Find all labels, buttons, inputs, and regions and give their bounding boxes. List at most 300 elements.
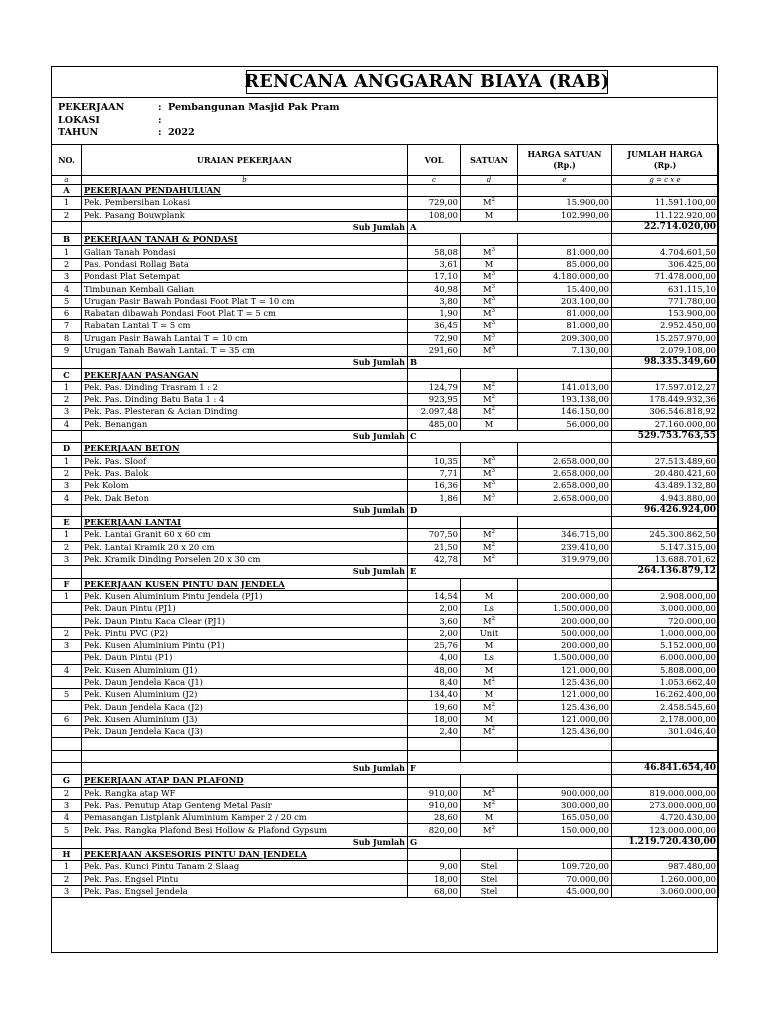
item-volume: 25,76	[408, 639, 461, 651]
item-unit-price: 7.130,00	[518, 344, 612, 356]
item-no: 5	[52, 295, 82, 307]
item-total: 13.688.701,62	[612, 553, 719, 565]
blank-row	[52, 738, 719, 750]
item-description: Pek. Kusen Aluminium Pintu Jendela (PJ1)	[82, 590, 408, 602]
item-description: Pek. Dak Beton	[82, 492, 408, 504]
empty-cell	[612, 517, 719, 529]
subtotal-code: C	[408, 430, 612, 442]
item-total: 123.000.000,00	[612, 824, 719, 836]
section-row	[52, 443, 719, 455]
item-description: Pek. Pas. Engsel Pintu	[82, 873, 408, 885]
table-row	[52, 295, 719, 307]
item-description: Urugan Pasir Bawah Lantai T = 10 cm	[82, 332, 408, 344]
table-row	[52, 664, 719, 676]
item-volume: 108,00	[408, 209, 461, 221]
item-description: Pek. Kusen Aluminium (J2)	[82, 689, 408, 701]
empty-cell	[408, 775, 461, 787]
item-unit-price: 346.715,00	[518, 529, 612, 541]
item-volume: 707,50	[408, 529, 461, 541]
info-label: TAHUN	[58, 127, 99, 139]
section-code: C	[52, 369, 82, 381]
col-letter: e	[518, 176, 612, 185]
item-no: 4	[52, 418, 82, 430]
table-row	[52, 209, 719, 221]
item-volume: 28,60	[408, 812, 461, 824]
table-row	[52, 652, 719, 664]
item-volume: 42,78	[408, 553, 461, 565]
table-row	[52, 406, 719, 418]
table-row	[52, 726, 719, 738]
empty-cell	[461, 234, 518, 246]
item-total: 15.257.970,00	[612, 332, 719, 344]
item-total: 16.262.400,00	[612, 689, 719, 701]
item-unit-price: 2.658.000,00	[518, 455, 612, 467]
table-row	[52, 492, 719, 504]
empty-cell	[518, 369, 612, 381]
item-volume: 10,35	[408, 455, 461, 467]
item-unit-price: 319.979,00	[518, 553, 612, 565]
table-row	[52, 418, 719, 430]
item-unit: Ls	[461, 603, 518, 615]
item-no: 2	[52, 209, 82, 221]
item-unit: $M^2$	[461, 676, 518, 688]
table-row	[52, 529, 719, 541]
item-total: 27.160.000,00	[612, 418, 719, 430]
item-no: 2	[52, 541, 82, 553]
item-volume: 923,95	[408, 394, 461, 406]
subtotal-label: Sub Jumlah	[82, 357, 408, 369]
item-no: 1	[52, 197, 82, 209]
item-unit: $M^2$	[461, 394, 518, 406]
item-unit: $M^2$	[461, 787, 518, 799]
item-total: 987.480,00	[612, 861, 719, 873]
item-volume: 291,60	[408, 344, 461, 356]
empty-cell	[52, 504, 82, 516]
item-description: Pek. Pas. Dinding Batu Bata 1 : 4	[82, 394, 408, 406]
empty-cell	[461, 738, 518, 750]
item-no: 4	[52, 812, 82, 824]
item-unit-price: 1.500.000,00	[518, 603, 612, 615]
empty-cell	[408, 234, 461, 246]
empty-cell	[52, 566, 82, 578]
item-no: 3	[52, 271, 82, 283]
item-volume: 820,00	[408, 824, 461, 836]
item-unit-price: 2.658.000,00	[518, 467, 612, 479]
item-description: Urugan Pasir Bawah Pondasi Foot Plat T = 10 cm	[82, 295, 408, 307]
item-unit: $M^3$	[461, 455, 518, 467]
section-row	[52, 185, 719, 197]
item-total: 43.489.132,80	[612, 480, 719, 492]
table-row	[52, 320, 719, 332]
item-description: Rabatan Lantai T = 5 cm	[82, 320, 408, 332]
item-no: 2	[52, 787, 82, 799]
info-label: LOKASI	[58, 114, 100, 126]
section-title: PEKERJAAN ATAP DAN PLAFOND	[82, 775, 408, 787]
subtotal-code: B	[408, 357, 612, 369]
item-no: 3	[52, 553, 82, 565]
empty-cell	[518, 185, 612, 197]
rab-table	[51, 144, 719, 898]
empty-cell	[612, 234, 719, 246]
section-code: D	[52, 443, 82, 455]
empty-cell	[461, 775, 518, 787]
item-unit: $M^2$	[461, 553, 518, 565]
item-total: 3.060.000,00	[612, 885, 719, 897]
item-volume: 1,90	[408, 307, 461, 319]
item-description: Pek. Pas. Balok	[82, 467, 408, 479]
item-no: 4	[52, 492, 82, 504]
subtotal-row	[52, 357, 719, 369]
info-value: 2022	[168, 127, 195, 139]
empty-cell	[408, 578, 461, 590]
item-unit: $M^2$	[461, 541, 518, 553]
section-code: A	[52, 185, 82, 197]
item-description: Pek. Pintu PVC (P2)	[82, 627, 408, 639]
item-no: 2	[52, 394, 82, 406]
item-volume: 72,90	[408, 332, 461, 344]
empty-cell	[518, 750, 612, 762]
col-header-desc: URAIAN PEKERJAAN	[82, 145, 408, 176]
item-volume: 124,79	[408, 381, 461, 393]
item-unit: $M^2$	[461, 381, 518, 393]
item-description: Pek. Daun Pintu (PJ1)	[82, 603, 408, 615]
item-unit: M	[461, 664, 518, 676]
table-row	[52, 590, 719, 602]
item-unit: Ls	[461, 652, 518, 664]
item-total: 5.147.315,00	[612, 541, 719, 553]
table-row	[52, 271, 719, 283]
item-unit: M	[461, 258, 518, 270]
subtotal-amount: 46.841.654,40	[612, 762, 719, 774]
item-volume: 3,80	[408, 295, 461, 307]
item-no: 1	[52, 529, 82, 541]
section-title: PEKERJAAN KUSEN PINTU DAN JENDELA	[82, 578, 408, 590]
col-header-harga-satuan: HARGA SATUAN (Rp.)	[518, 145, 612, 176]
item-description: Pek. Pas. Plesteran & Acian Dinding	[82, 406, 408, 418]
item-unit: Stel	[461, 861, 518, 873]
item-total: 819.000.000,00	[612, 787, 719, 799]
column-letter-row	[52, 176, 719, 185]
col-letter: g = c x e	[612, 176, 719, 185]
item-total: 5.152.000,00	[612, 639, 719, 651]
table-row	[52, 701, 719, 713]
empty-cell	[52, 357, 82, 369]
empty-cell	[612, 738, 719, 750]
item-unit-price: 209.300,00	[518, 332, 612, 344]
empty-cell	[612, 849, 719, 861]
table-header-row	[52, 145, 719, 176]
item-no: 4	[52, 664, 82, 676]
table-row	[52, 246, 719, 258]
empty-cell	[461, 750, 518, 762]
info-value: Pembangunan Masjid Pak Pram	[168, 102, 340, 113]
item-no	[52, 726, 82, 738]
empty-cell	[82, 750, 408, 762]
subtotal-amount: 264.136.879,12	[612, 566, 719, 578]
item-volume: 36,45	[408, 320, 461, 332]
subtotal-row	[52, 836, 719, 848]
table-row	[52, 812, 719, 824]
item-unit: $M^2$	[461, 799, 518, 811]
table-row	[52, 344, 719, 356]
section-code: G	[52, 775, 82, 787]
table-row	[52, 332, 719, 344]
item-unit: Stel	[461, 885, 518, 897]
item-total: 20.480.421,60	[612, 467, 719, 479]
subtotal-row	[52, 504, 719, 516]
empty-cell	[518, 517, 612, 529]
item-unit: M	[461, 209, 518, 221]
item-unit-price: 45.000,00	[518, 885, 612, 897]
item-unit-price: 81.000,00	[518, 320, 612, 332]
empty-cell	[52, 836, 82, 848]
item-no: 1	[52, 861, 82, 873]
item-total: 4.704.601,50	[612, 246, 719, 258]
table-row	[52, 713, 719, 725]
item-total: 2.908.000,00	[612, 590, 719, 602]
item-volume: 9,00	[408, 861, 461, 873]
item-total: 3.000.000,00	[612, 603, 719, 615]
item-unit-price: 56.000,00	[518, 418, 612, 430]
table-row	[52, 381, 719, 393]
empty-cell	[612, 775, 719, 787]
table-row	[52, 824, 719, 836]
subtotal-row	[52, 430, 719, 442]
item-description: Pek. Daun Jendela Kaca (J1)	[82, 676, 408, 688]
item-unit-price: 193.138,00	[518, 394, 612, 406]
item-unit-price: 102.990,00	[518, 209, 612, 221]
item-volume: 3,61	[408, 258, 461, 270]
item-description: Pek. Pasang Bouwplank	[82, 209, 408, 221]
item-no: 1	[52, 590, 82, 602]
item-unit-price: 4.180.000,00	[518, 271, 612, 283]
section-row	[52, 775, 719, 787]
table-row	[52, 307, 719, 319]
table-row	[52, 639, 719, 651]
item-unit: Stel	[461, 873, 518, 885]
item-description: Timbunan Kembali Galian	[82, 283, 408, 295]
table-row	[52, 553, 719, 565]
empty-cell	[612, 185, 719, 197]
col-header-jumlah-harga: JUMLAH HARGA (Rp.)	[612, 145, 719, 176]
section-title: PEKERJAAN AKSESORIS PINTU DAN JENDELA	[82, 849, 408, 861]
item-unit: $M^3$	[461, 271, 518, 283]
item-description: Pek. Pas. Dinding Trasram 1 : 2	[82, 381, 408, 393]
subtotal-code: F	[408, 762, 612, 774]
item-no: 2	[52, 258, 82, 270]
subtotal-label: Sub Jumlah	[82, 762, 408, 774]
empty-cell	[408, 750, 461, 762]
table-row	[52, 283, 719, 295]
item-no: 2	[52, 627, 82, 639]
item-unit-price: 2.658.000,00	[518, 492, 612, 504]
item-unit: $M^3$	[461, 344, 518, 356]
item-unit: $M^3$	[461, 480, 518, 492]
item-unit-price: 146.150,00	[518, 406, 612, 418]
subtotal-amount: 22.714.020,00	[612, 221, 719, 233]
empty-cell	[518, 738, 612, 750]
item-description: Pek. Kramik Dinding Porselen 20 x 30 cm	[82, 553, 408, 565]
table-row	[52, 676, 719, 688]
subtotal-row	[52, 566, 719, 578]
subtotal-code: G	[408, 836, 612, 848]
item-volume: 16,36	[408, 480, 461, 492]
col-letter: b	[82, 176, 408, 185]
section-code: F	[52, 578, 82, 590]
section-row	[52, 369, 719, 381]
subtotal-amount: 529.753.763,55	[612, 430, 719, 442]
item-unit-price: 165.050,00	[518, 812, 612, 824]
item-no	[52, 701, 82, 713]
item-no: 5	[52, 689, 82, 701]
item-unit: M	[461, 639, 518, 651]
rab-table-body	[52, 185, 719, 898]
empty-cell	[612, 578, 719, 590]
section-code: H	[52, 849, 82, 861]
item-description: Urugan Tanah Bawah Lantai. T = 35 cm	[82, 344, 408, 356]
item-description: Pek Kolom	[82, 480, 408, 492]
empty-cell	[52, 750, 82, 762]
table-row	[52, 197, 719, 209]
item-unit-price: 81.000,00	[518, 246, 612, 258]
item-description: Pek. Pas. Penutup Atap Genteng Metal Pasir	[82, 799, 408, 811]
table-row	[52, 541, 719, 553]
item-description: Pek. Kusen Aluminium Pintu (P1)	[82, 639, 408, 651]
empty-cell	[82, 738, 408, 750]
col-header-vol: VOL	[408, 145, 461, 176]
item-unit-price: 2.658.000,00	[518, 480, 612, 492]
item-volume: 18,00	[408, 873, 461, 885]
item-unit: $M^3$	[461, 492, 518, 504]
item-total: 1.260.000,00	[612, 873, 719, 885]
empty-cell	[612, 369, 719, 381]
col-letter: a	[52, 176, 82, 185]
item-volume: 910,00	[408, 799, 461, 811]
item-total: 4.720.430,00	[612, 812, 719, 824]
item-no	[52, 615, 82, 627]
item-description: Pek. Lantai Granit 60 x 60 cm	[82, 529, 408, 541]
item-description: Pek. Lantai Kramik 20 x 20 cm	[82, 541, 408, 553]
item-volume: 2.097,48	[408, 406, 461, 418]
subtotal-code: E	[408, 566, 612, 578]
item-total: 71.478.000,00	[612, 271, 719, 283]
item-unit: $M^3$	[461, 307, 518, 319]
empty-cell	[461, 517, 518, 529]
item-no: 3	[52, 885, 82, 897]
item-unit-price: 150.000,00	[518, 824, 612, 836]
item-unit: M	[461, 812, 518, 824]
info-label: PEKERJAAN	[58, 102, 125, 113]
table-row	[52, 603, 719, 615]
item-no: 3	[52, 480, 82, 492]
empty-cell	[518, 578, 612, 590]
col-header-no: NO.	[52, 145, 82, 176]
empty-cell	[518, 849, 612, 861]
item-no: 1	[52, 381, 82, 393]
item-unit: $M^3$	[461, 320, 518, 332]
section-code: B	[52, 234, 82, 246]
table-row	[52, 873, 719, 885]
item-unit-price: 200.000,00	[518, 639, 612, 651]
item-unit: $M^2$	[461, 529, 518, 541]
section-title: PEKERJAAN TANAH & PONDASI	[82, 234, 408, 246]
item-total: 178.449.932,36	[612, 394, 719, 406]
item-unit: Unit	[461, 627, 518, 639]
subtotal-label: Sub Jumlah	[82, 566, 408, 578]
empty-cell	[408, 738, 461, 750]
header-divider	[52, 97, 717, 98]
item-unit: $M^3$	[461, 467, 518, 479]
section-code: E	[52, 517, 82, 529]
empty-cell	[408, 369, 461, 381]
item-total: 306.546.818,92	[612, 406, 719, 418]
empty-cell	[52, 221, 82, 233]
item-volume: 729,00	[408, 197, 461, 209]
item-total: 11.122.920,00	[612, 209, 719, 221]
section-row	[52, 517, 719, 529]
item-total: 5.808.000,00	[612, 664, 719, 676]
item-unit-price: 900.000,00	[518, 787, 612, 799]
table-row	[52, 480, 719, 492]
item-total: 306.425,00	[612, 258, 719, 270]
empty-cell	[408, 517, 461, 529]
subtotal-label: Sub Jumlah	[82, 504, 408, 516]
item-description: Pek. Pas. Rangka Plafond Besi Hollow & Plafond Gypsum	[82, 824, 408, 836]
item-volume: 18,00	[408, 713, 461, 725]
item-description: Pek. Pas. Engsel Jendela	[82, 885, 408, 897]
item-total: 2.952.450,00	[612, 320, 719, 332]
item-no: 3	[52, 406, 82, 418]
item-unit: M	[461, 590, 518, 602]
table-row	[52, 787, 719, 799]
empty-cell	[52, 430, 82, 442]
item-total: 631.115,10	[612, 283, 719, 295]
item-no	[52, 652, 82, 664]
item-volume: 14,54	[408, 590, 461, 602]
item-unit: $M^2$	[461, 701, 518, 713]
empty-cell	[461, 849, 518, 861]
item-description: Pek. Daun Pintu (P1)	[82, 652, 408, 664]
empty-cell	[612, 443, 719, 455]
section-row	[52, 234, 719, 246]
item-unit-price: 300.000,00	[518, 799, 612, 811]
item-total: 301.046,40	[612, 726, 719, 738]
item-no: 8	[52, 332, 82, 344]
item-total: 771.780,00	[612, 295, 719, 307]
item-unit: M	[461, 713, 518, 725]
item-volume: 21,50	[408, 541, 461, 553]
item-unit-price: 203.100,00	[518, 295, 612, 307]
item-no: 5	[52, 824, 82, 836]
item-unit-price: 125.436,00	[518, 676, 612, 688]
item-description: Rabatan dibawah Pondasi Foot Plat T = 5 cm	[82, 307, 408, 319]
item-total: 27.513.489,60	[612, 455, 719, 467]
item-total: 1.053.662,40	[612, 676, 719, 688]
item-unit-price: 200.000,00	[518, 590, 612, 602]
item-volume: 2,00	[408, 603, 461, 615]
item-unit: $M^2$	[461, 406, 518, 418]
table-row	[52, 627, 719, 639]
item-description: Pek. Daun Pintu Kaca Clear (PJ1)	[82, 615, 408, 627]
empty-cell	[518, 234, 612, 246]
item-unit-price: 109.720,00	[518, 861, 612, 873]
section-title: PEKERJAAN LANTAI	[82, 517, 408, 529]
table-row	[52, 799, 719, 811]
empty-cell	[461, 369, 518, 381]
item-unit-price: 121.000,00	[518, 664, 612, 676]
item-unit: $M^3$	[461, 283, 518, 295]
item-unit-price: 125.436,00	[518, 726, 612, 738]
